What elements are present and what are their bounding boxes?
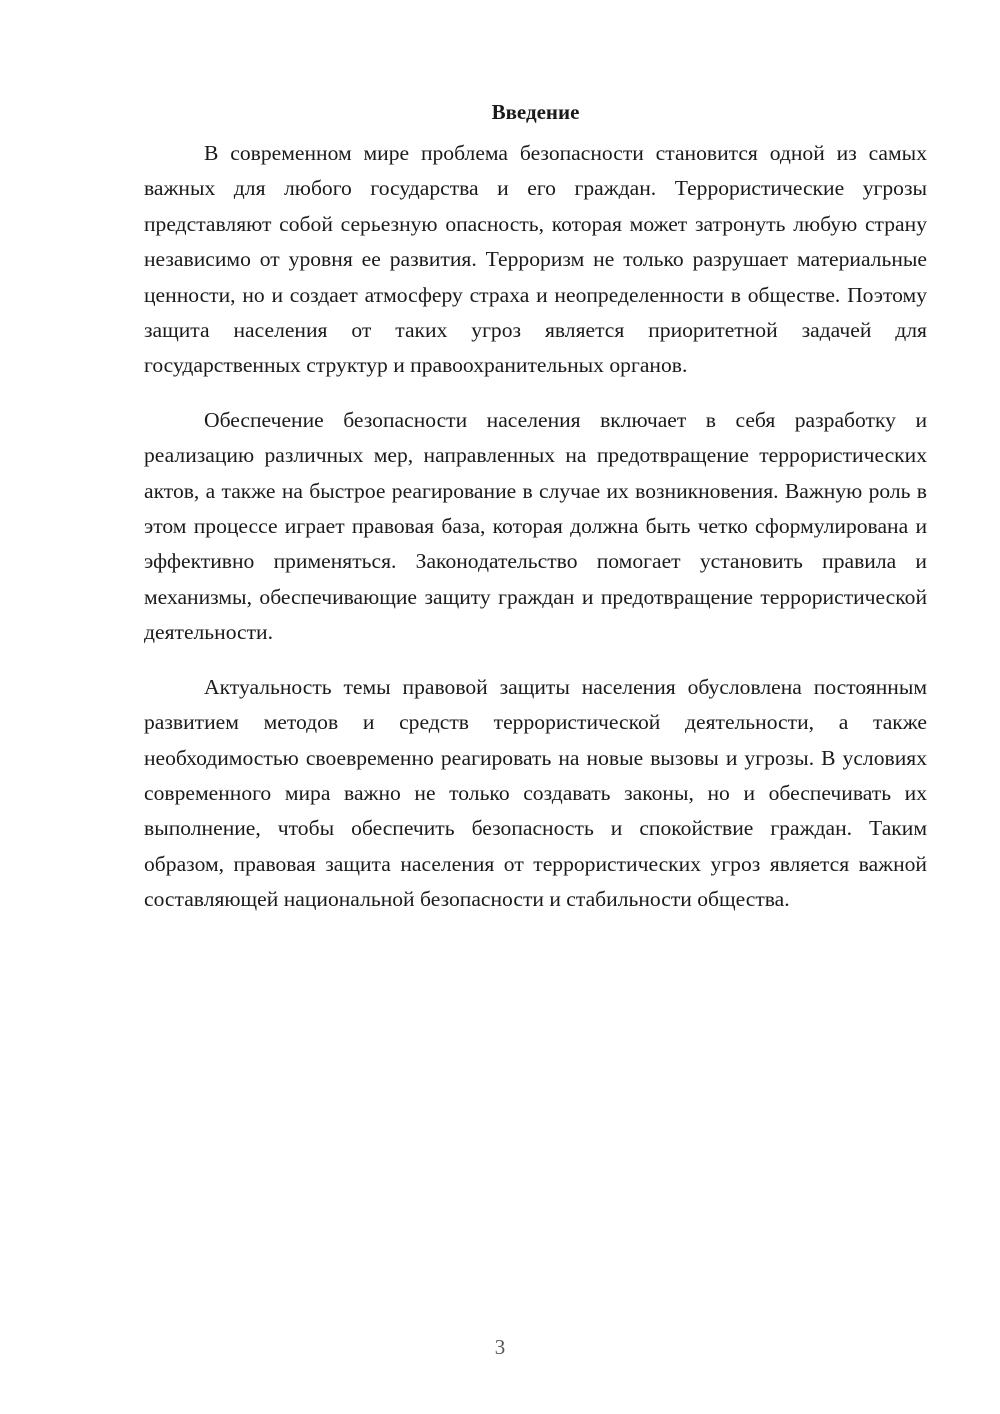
paragraph-1: В современном мире проблема безопасности становится одной из самых важных для любого государства и его граждан. Террористические угрозы представляют собой серьезную опасность, которая может затронуть любую страну независимо от уровня ее развития. Терроризм не только разрушает материальные ценности, но и создает атмосферу страха и неопределенности в обществе. Поэтому защита населения от таких угроз является приоритетной задачей для государственных структур и правоохранительных органов. — [144, 141, 927, 378]
paragraph-3: Актуальность темы правовой защиты населения обусловлена постоянным развитием методов и средств террористической деятельности, а также необходимостью своевременно реагировать на новые вызовы и угрозы. В условиях современного мира важно не только создавать законы, но и обеспечивать их выполнение, чтобы обеспечить безопасность и спокойствие граждан. Таким образом, правовая защита населения от террористических угроз является важной составляющей национальной безопасности и стабильности общества. — [144, 674, 927, 912]
page-content — [144, 94, 927, 918]
section-heading: Введение — [491, 100, 580, 124]
paragraph-2: Обеспечение безопасности населения включает в себя разработку и реализацию различных мер, направленных на предотвращение террористических актов, а также на быстрое реагирование в случае их возникновения. Важную роль в этом процессе играет правовая база, которая должна быть четко сформулирована и эффективно применяться. Законодательство помогает установить правила и механизмы, обеспечивающие защиту граждан и предотвращение террористической деятельности. — [144, 407, 927, 645]
page-number: 3 — [494, 1335, 506, 1359]
